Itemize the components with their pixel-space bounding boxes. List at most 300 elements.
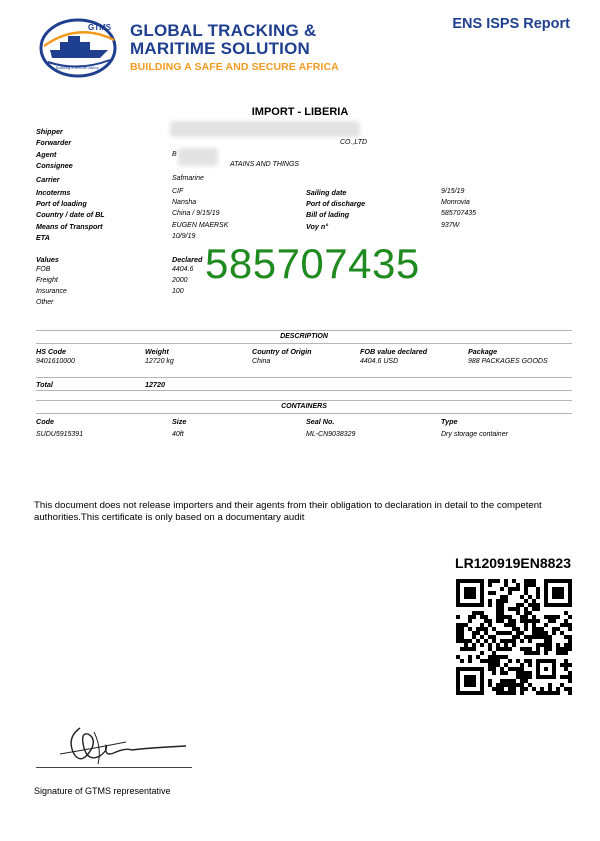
qr-module	[568, 639, 572, 643]
qr-module	[488, 603, 492, 607]
qr-module	[504, 643, 508, 647]
qr-module	[480, 635, 484, 639]
qr-module	[496, 687, 500, 691]
qr-module	[568, 627, 572, 631]
qr-module	[544, 639, 548, 643]
qr-module	[500, 687, 504, 691]
qr-module	[568, 643, 572, 647]
qr-module	[544, 615, 548, 619]
qr-module	[472, 635, 476, 639]
qr-module	[520, 671, 524, 675]
qr-module	[508, 587, 512, 591]
insurance-label: Insurance	[36, 288, 67, 295]
qr-module	[512, 623, 516, 627]
qr-module	[496, 611, 500, 615]
qr-module	[488, 667, 492, 671]
qr-module	[520, 679, 524, 683]
qr-module	[548, 635, 552, 639]
fob-value-cell: 4404.6 USD	[360, 358, 399, 365]
hs-code-cell: 9401610000	[36, 358, 75, 365]
qr-module	[460, 659, 464, 663]
container-code-header: Code	[36, 417, 54, 426]
qr-module	[532, 635, 536, 639]
divider	[36, 330, 572, 331]
qr-module	[492, 671, 496, 675]
fob-label: FOB	[36, 266, 51, 273]
qr-module	[500, 683, 504, 687]
qr-module	[568, 647, 572, 651]
qr-module	[492, 655, 496, 659]
qr-module	[564, 635, 568, 639]
qr-module	[512, 643, 516, 647]
qr-module	[516, 603, 520, 607]
total-value: 12720	[145, 380, 165, 389]
qr-module	[492, 591, 496, 595]
qr-module	[524, 627, 528, 631]
qr-module	[500, 603, 504, 607]
qr-module	[480, 615, 484, 619]
redacted-block	[170, 121, 360, 137]
qr-code	[456, 579, 572, 695]
qr-module	[508, 591, 512, 595]
qr-module	[488, 599, 492, 603]
qr-module	[488, 579, 492, 583]
qr-module	[504, 683, 508, 687]
qr-module	[492, 667, 496, 671]
qr-module	[492, 663, 496, 667]
container-type-header: Type	[441, 417, 458, 426]
qr-module	[520, 639, 524, 643]
qr-module	[496, 603, 500, 607]
qr-module	[508, 607, 512, 611]
qr-module	[472, 611, 476, 615]
qr-module	[500, 667, 504, 671]
qr-module	[516, 627, 520, 631]
port-of-discharge-value: Monrovia	[441, 199, 470, 206]
qr-module	[536, 651, 540, 655]
qr-module	[556, 691, 560, 695]
document-title: IMPORT - LIBERIA	[251, 106, 349, 118]
qr-module	[492, 635, 496, 639]
qr-module	[464, 623, 468, 627]
qr-module	[524, 687, 528, 691]
qr-module	[520, 619, 524, 623]
qr-module	[504, 583, 508, 587]
qr-module	[568, 679, 572, 683]
qr-module	[528, 663, 532, 667]
freight-label: Freight	[36, 277, 58, 284]
qr-module	[460, 635, 464, 639]
qr-module	[484, 627, 488, 631]
qr-module	[496, 659, 500, 663]
eta-label: ETA	[36, 233, 50, 242]
seal-number-cell: ML-CN9038329	[306, 431, 356, 438]
incoterms-value: CIF	[172, 188, 184, 195]
qr-module	[496, 631, 500, 635]
qr-module	[456, 623, 460, 627]
qr-module	[556, 687, 560, 691]
qr-module	[492, 639, 496, 643]
divider	[36, 413, 572, 414]
qr-module	[496, 599, 500, 603]
incoterms-label: Incoterms	[36, 188, 71, 197]
qr-module	[500, 631, 504, 635]
qr-module	[536, 691, 540, 695]
qr-module	[476, 631, 480, 635]
qr-module	[496, 643, 500, 647]
qr-module	[552, 615, 556, 619]
brand-tagline: BUILDING A SAFE AND SECURE AFRICA	[130, 61, 339, 73]
gtms-logo	[38, 16, 120, 78]
containers-title: CONTAINERS	[281, 403, 327, 410]
qr-module	[488, 663, 492, 667]
disclaimer-note: This document does not release importers and their agents from their obligation to declaration in detail to the competent authorities.This certificate is only based on a documentary audit	[34, 500, 542, 523]
qr-module	[480, 643, 484, 647]
qr-module	[468, 647, 472, 651]
qr-module	[476, 627, 480, 631]
fob-value: 4404.6	[172, 266, 194, 273]
qr-module	[464, 639, 468, 643]
qr-module	[484, 615, 488, 619]
qr-module	[496, 655, 500, 659]
qr-module	[560, 675, 564, 679]
qr-module	[508, 659, 512, 663]
other-label: Other	[36, 299, 54, 306]
qr-module	[456, 639, 460, 643]
qr-module	[492, 659, 496, 663]
qr-module	[540, 635, 544, 639]
eta-value: 10/9/19	[172, 233, 196, 240]
qr-module	[544, 691, 548, 695]
qr-module	[468, 659, 472, 663]
qr-module	[532, 687, 536, 691]
bill-of-lading-label: Bill of lading	[306, 210, 350, 219]
qr-module	[484, 619, 488, 623]
qr-module	[520, 667, 524, 671]
qr-module	[536, 631, 540, 635]
qr-module	[552, 627, 556, 631]
qr-module	[504, 599, 508, 603]
country-date-bl-value: China / 9/15/19	[172, 210, 220, 217]
qr-module	[508, 683, 512, 687]
declared-label: Declared	[172, 255, 203, 264]
qr-module	[524, 619, 528, 623]
qr-module	[532, 619, 536, 623]
qr-module	[528, 635, 532, 639]
qr-module	[520, 675, 524, 679]
qr-module	[548, 683, 552, 687]
qr-module	[560, 631, 564, 635]
qr-module	[500, 599, 504, 603]
qr-module	[492, 687, 496, 691]
qr-module	[552, 619, 556, 623]
qr-module	[544, 647, 548, 651]
qr-module	[568, 663, 572, 667]
qr-module	[504, 615, 508, 619]
qr-module	[536, 603, 540, 607]
qr-module	[460, 639, 464, 643]
forwarder-label: Forwarder	[36, 138, 72, 147]
qr-module	[516, 631, 520, 635]
qr-module	[460, 627, 464, 631]
qr-module	[488, 623, 492, 627]
qr-module	[500, 671, 504, 675]
qr-module	[488, 643, 492, 647]
qr-module	[536, 635, 540, 639]
qr-module	[552, 691, 556, 695]
qr-module	[500, 647, 504, 651]
qr-module	[508, 639, 512, 643]
seal-number-header: Seal No.	[306, 417, 335, 426]
qr-module	[508, 691, 512, 695]
qr-module	[516, 675, 520, 679]
qr-module	[564, 647, 568, 651]
qr-module	[500, 587, 504, 591]
qr-module	[564, 667, 568, 671]
qr-module	[508, 623, 512, 627]
qr-module	[540, 627, 544, 631]
qr-module	[524, 591, 528, 595]
qr-module	[508, 619, 512, 623]
qr-module	[548, 687, 552, 691]
qr-module	[568, 615, 572, 619]
qr-module	[468, 619, 472, 623]
qr-module	[528, 583, 532, 587]
agent-label: Agent	[36, 150, 57, 159]
qr-module	[476, 639, 480, 643]
carrier-value: Safmarine	[172, 175, 204, 182]
qr-module	[488, 679, 492, 683]
qr-module	[456, 655, 460, 659]
qr-module	[500, 679, 504, 683]
qr-module	[500, 611, 504, 615]
qr-module	[476, 611, 480, 615]
qr-module	[460, 647, 464, 651]
qr-module	[568, 671, 572, 675]
qr-module	[528, 595, 532, 599]
qr-module	[544, 643, 548, 647]
qr-module	[564, 619, 568, 623]
qr-module	[548, 619, 552, 623]
divider	[36, 377, 572, 378]
qr-module	[532, 603, 536, 607]
certificate-code: LR120919EN8823	[455, 555, 571, 571]
voyage-number-value: 937W	[441, 222, 460, 229]
qr-module	[528, 675, 532, 679]
qr-module	[564, 623, 568, 627]
qr-module	[480, 659, 484, 663]
qr-module	[500, 639, 504, 643]
qr-module	[524, 679, 528, 683]
qr-module	[516, 659, 520, 663]
qr-module	[468, 627, 472, 631]
qr-module	[480, 611, 484, 615]
qr-module	[468, 615, 472, 619]
qr-module	[512, 683, 516, 687]
qr-module	[532, 623, 536, 627]
qr-module	[488, 683, 492, 687]
qr-module	[508, 615, 512, 619]
qr-module	[536, 619, 540, 623]
port-of-loading-label: Port of loading	[36, 199, 87, 208]
qr-module	[520, 631, 524, 635]
qr-module	[524, 607, 528, 611]
insurance-value: 100	[172, 288, 184, 295]
qr-module	[472, 631, 476, 635]
qr-module	[508, 687, 512, 691]
qr-module	[524, 651, 528, 655]
qr-module	[476, 655, 480, 659]
qr-module	[528, 639, 532, 643]
qr-module	[504, 631, 508, 635]
qr-module	[532, 651, 536, 655]
qr-module	[504, 579, 508, 583]
bill-of-lading-value: 585707435	[441, 210, 477, 217]
description-title: DESCRIPTION	[280, 333, 328, 340]
weight-cell: 12720 kg	[145, 358, 174, 365]
qr-module	[568, 675, 572, 679]
qr-module	[548, 647, 552, 651]
qr-module	[500, 655, 504, 659]
signature-line	[36, 767, 192, 768]
qr-module	[468, 655, 472, 659]
qr-module	[516, 587, 520, 591]
qr-module	[568, 687, 572, 691]
qr-module	[512, 667, 516, 671]
qr-module	[556, 643, 560, 647]
qr-module	[532, 599, 536, 603]
qr-module	[540, 631, 544, 635]
qr-module	[560, 651, 564, 655]
qr-module	[500, 607, 504, 611]
qr-module	[524, 647, 528, 651]
qr-module	[492, 651, 496, 655]
qr-module	[472, 647, 476, 651]
qr-module	[456, 635, 460, 639]
qr-module	[512, 635, 516, 639]
qr-module	[568, 623, 572, 627]
qr-module	[564, 611, 568, 615]
freight-value: 2000	[172, 277, 188, 284]
qr-module	[568, 691, 572, 695]
agent-value: B	[172, 151, 177, 158]
qr-module	[520, 595, 524, 599]
qr-module	[456, 631, 460, 635]
qr-module	[520, 683, 524, 687]
qr-module	[524, 587, 528, 591]
qr-module	[488, 655, 492, 659]
divider	[36, 390, 572, 391]
qr-module	[528, 619, 532, 623]
qr-module	[556, 651, 560, 655]
qr-module	[508, 647, 512, 651]
qr-module	[564, 643, 568, 647]
total-label: Total	[36, 380, 53, 389]
qr-module	[536, 627, 540, 631]
qr-module	[488, 583, 492, 587]
qr-module	[488, 591, 492, 595]
qr-module	[528, 647, 532, 651]
container-code-cell: SUDU5915391	[36, 431, 84, 438]
qr-module	[464, 647, 468, 651]
container-type-cell: Dry storage container	[441, 431, 508, 438]
qr-module	[500, 595, 504, 599]
qr-module	[524, 611, 528, 615]
divider	[36, 343, 572, 344]
qr-module	[544, 651, 548, 655]
qr-module	[496, 579, 500, 583]
consignee-value: ATAINS AND THINGS	[230, 161, 300, 168]
qr-module	[564, 651, 568, 655]
qr-module	[504, 655, 508, 659]
qr-module	[496, 663, 500, 667]
qr-module	[564, 659, 568, 663]
qr-module	[516, 607, 520, 611]
shipper-label: Shipper	[36, 127, 63, 136]
qr-module	[528, 611, 532, 615]
qr-module	[536, 643, 540, 647]
qr-module	[532, 607, 536, 611]
brand-line-1: GLOBAL TRACKING &	[130, 21, 317, 40]
qr-module	[460, 631, 464, 635]
qr-module	[544, 631, 548, 635]
qr-module	[512, 627, 516, 631]
qr-module	[548, 691, 552, 695]
qr-module	[524, 579, 528, 583]
qr-module	[520, 603, 524, 607]
qr-module	[492, 579, 496, 583]
qr-module	[508, 631, 512, 635]
qr-module	[564, 687, 568, 691]
qr-module	[496, 615, 500, 619]
qr-module	[508, 679, 512, 683]
qr-module	[520, 663, 524, 667]
qr-module	[560, 647, 564, 651]
qr-module	[480, 623, 484, 627]
qr-module	[516, 635, 520, 639]
qr-module	[464, 643, 468, 647]
qr-module	[488, 635, 492, 639]
voyage-number-label: Voy n°	[306, 222, 329, 231]
qr-module	[456, 627, 460, 631]
logo-text: GTMS	[88, 23, 112, 32]
fob-value-header: FOB value declared	[360, 347, 428, 356]
qr-module	[496, 607, 500, 611]
qr-module	[528, 651, 532, 655]
logo-motto: Building a Secure Africa	[56, 65, 99, 70]
qr-module	[484, 659, 488, 663]
qr-module	[564, 663, 568, 667]
qr-module	[484, 631, 488, 635]
container-size-cell: 40ft	[172, 431, 184, 438]
qr-module	[540, 643, 544, 647]
qr-module	[488, 659, 492, 663]
qr-module	[548, 639, 552, 643]
qr-module	[504, 691, 508, 695]
qr-module	[516, 683, 520, 687]
qr-module	[504, 647, 508, 651]
qr-module	[512, 679, 516, 683]
qr-module	[512, 619, 516, 623]
qr-module	[556, 647, 560, 651]
redacted-block	[178, 148, 218, 166]
qr-module	[568, 635, 572, 639]
sailing-date-value: 9/15/19	[441, 188, 465, 195]
qr-module	[516, 671, 520, 675]
package-header: Package	[468, 347, 498, 356]
qr-module	[512, 639, 516, 643]
qr-module	[528, 659, 532, 663]
